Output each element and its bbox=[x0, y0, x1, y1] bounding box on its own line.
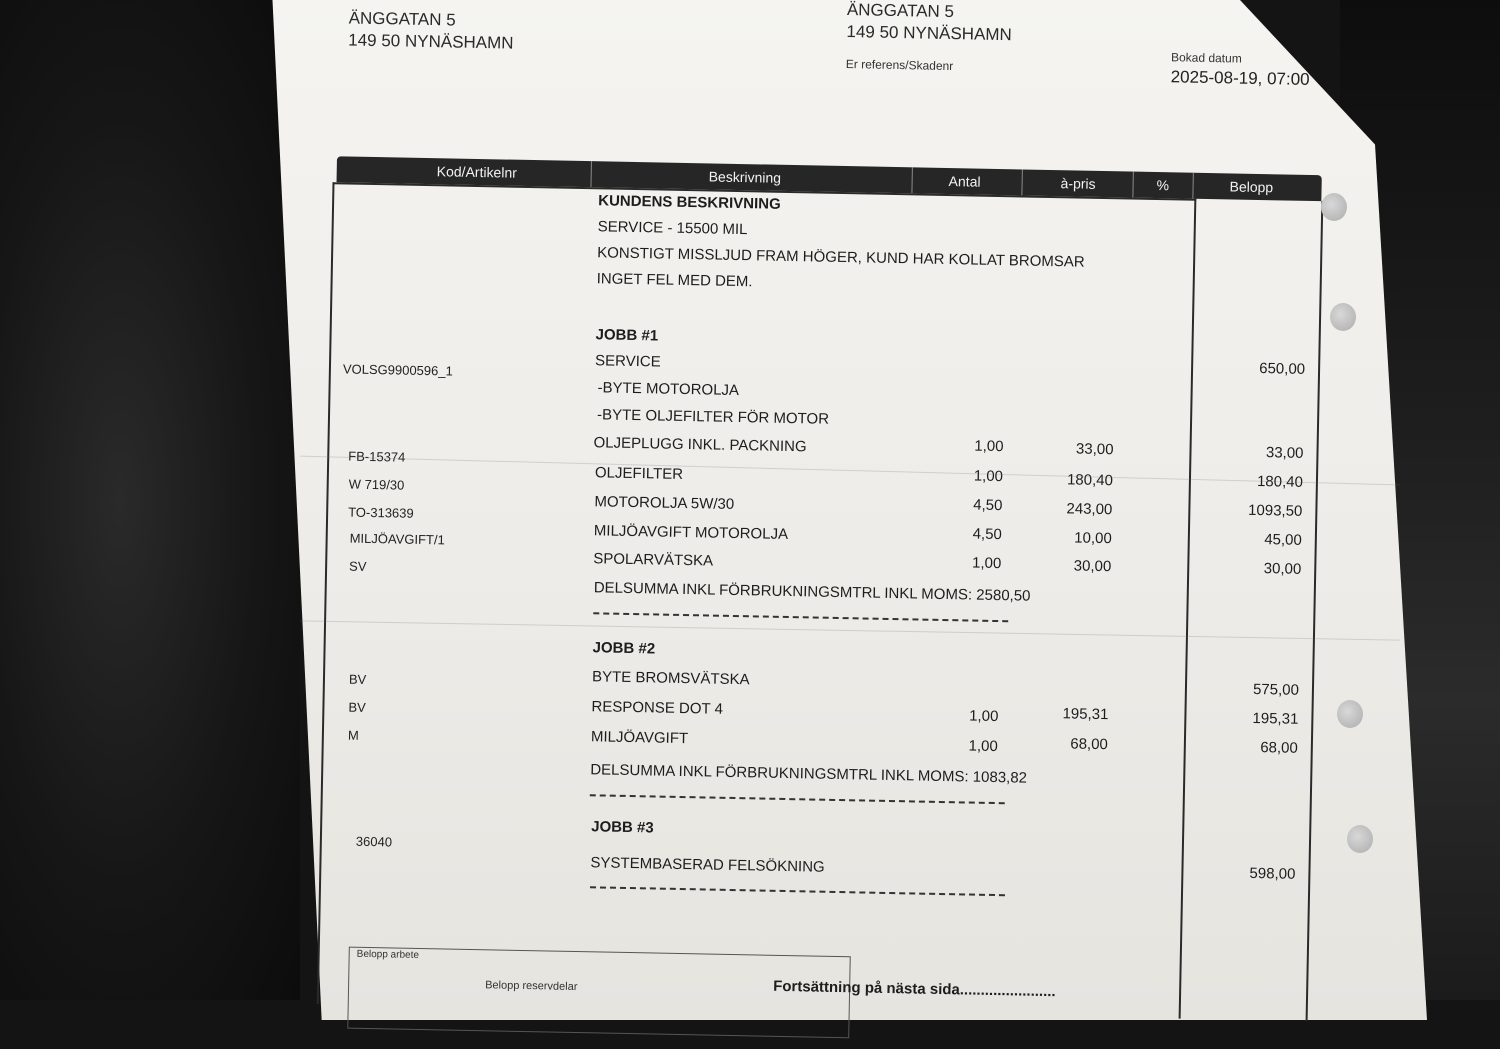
booked-date-label: Bokad datum bbox=[1170, 50, 1242, 66]
customer-address bbox=[846, 0, 1012, 46]
row-description: BYTE BROMSVÄTSKA bbox=[591, 668, 750, 689]
job-subtotal: DELSUMMA INKL FÖRBRUKNINGSMTRL INKL MOMS: 1083,82 bbox=[590, 761, 1028, 787]
customer-description-heading: KUNDENS BESKRIVNING bbox=[598, 192, 781, 213]
row-code: MILJÖAVGIFT/1 bbox=[349, 530, 445, 548]
job-heading: JOBB #3 bbox=[591, 818, 654, 837]
continuation-note: Fortsättning på nästa sida....................... bbox=[772, 977, 1056, 1001]
row-unit-price: 68,00 bbox=[1070, 735, 1109, 754]
row-unit-price: 30,00 bbox=[1073, 557, 1112, 576]
row-description: SERVICE bbox=[594, 352, 661, 371]
column-header-percent: % bbox=[1156, 177, 1170, 194]
amount-column-frame bbox=[1179, 199, 1324, 1021]
row-quantity: 4,50 bbox=[972, 525, 1003, 544]
row-code: FB-15374 bbox=[348, 448, 406, 465]
row-description: OLJEFILTER bbox=[594, 464, 684, 483]
column-header-unit-price: à-pris bbox=[1060, 175, 1096, 192]
address-line: ÄNGGATAN 5 bbox=[846, 0, 955, 22]
row-amount: 68,00 bbox=[1260, 739, 1298, 757]
row-description: -BYTE MOTOROLJA bbox=[597, 379, 740, 400]
column-divider bbox=[1192, 173, 1193, 199]
row-quantity: 1,00 bbox=[971, 554, 1002, 573]
binder-hole bbox=[1321, 193, 1347, 221]
row-description: SPOLARVÄTSKA bbox=[593, 550, 714, 570]
binder-hole bbox=[1347, 825, 1373, 853]
column-divider bbox=[590, 161, 591, 187]
row-quantity: 1,00 bbox=[968, 737, 998, 756]
row-amount: 30,00 bbox=[1263, 560, 1302, 578]
column-divider bbox=[911, 167, 912, 193]
row-unit-price: 10,00 bbox=[1074, 529, 1112, 548]
row-code: TO-313639 bbox=[348, 504, 414, 521]
row-unit-price: 195,31 bbox=[1062, 705, 1109, 724]
job-heading: JOBB #2 bbox=[592, 639, 656, 658]
column-header-code: Kod/Artikelnr bbox=[436, 163, 518, 181]
column-divider bbox=[1021, 169, 1022, 195]
row-description: -BYTE OLJEFILTER FÖR MOTOR bbox=[596, 406, 830, 428]
binder-hole bbox=[1337, 700, 1363, 728]
row-code: SV bbox=[349, 558, 367, 574]
receipt-content bbox=[253, 0, 1427, 1022]
row-code: M bbox=[347, 727, 359, 743]
row-code: VOLSG9900596_1 bbox=[342, 361, 453, 379]
address-line: 149 50 NYNÄSHAMN bbox=[348, 30, 514, 53]
row-code: 36040 bbox=[355, 833, 393, 850]
customer-description-line: SERVICE - 15500 MIL bbox=[597, 218, 748, 239]
row-unit-price: 33,00 bbox=[1075, 440, 1114, 459]
column-header-description: Beskrivning bbox=[708, 168, 782, 186]
row-quantity: 1,00 bbox=[973, 467, 1004, 486]
row-description: MOTOROLJA 5W/30 bbox=[594, 493, 735, 513]
column-header-amount: Belopp bbox=[1229, 178, 1274, 196]
workshop-address bbox=[348, 7, 514, 54]
row-description: SYSTEMBASERAD FELSÖKNING bbox=[590, 854, 825, 876]
row-amount: 598,00 bbox=[1249, 864, 1296, 883]
table-frame bbox=[317, 182, 1197, 1020]
row-unit-price: 180,40 bbox=[1066, 471, 1114, 490]
row-description: RESPONSE DOT 4 bbox=[591, 698, 724, 718]
parts-amount-label: Belopp reservdelar bbox=[485, 979, 578, 994]
row-quantity: 1,00 bbox=[969, 707, 999, 726]
row-amount: 650,00 bbox=[1259, 360, 1306, 378]
row-amount: 195,31 bbox=[1252, 709, 1299, 728]
row-code: BV bbox=[348, 699, 366, 715]
row-description: OLJEPLUGG INKL. PACKNING bbox=[593, 434, 807, 456]
customer-description-line: KONSTIGT MISSLJUD FRAM HÖGER, KUND HAR KOLLAT BROMSAR bbox=[597, 244, 1085, 271]
row-amount: 1093,50 bbox=[1247, 501, 1303, 520]
row-code: BV bbox=[348, 671, 367, 687]
row-description: MILJÖAVGIFT bbox=[590, 728, 689, 748]
row-description: MILJÖAVGIFT MOTOROLJA bbox=[593, 522, 789, 544]
row-quantity: 1,00 bbox=[974, 437, 1004, 456]
address-line: ÄNGGATAN 5 bbox=[348, 8, 456, 30]
job-heading: JOBB #1 bbox=[595, 326, 659, 345]
row-amount: 575,00 bbox=[1252, 680, 1300, 699]
row-amount: 33,00 bbox=[1265, 444, 1304, 462]
row-quantity: 4,50 bbox=[973, 496, 1003, 515]
reference-label: Er referens/Skadenr bbox=[845, 57, 954, 74]
job-subtotal: DELSUMMA INKL FÖRBRUKNINGSMTRL INKL MOMS: 2580,50 bbox=[593, 579, 1031, 605]
labor-amount-label: Belopp arbete bbox=[356, 948, 420, 961]
column-divider bbox=[1132, 172, 1133, 198]
row-unit-price: 243,00 bbox=[1066, 500, 1113, 519]
column-header-quantity: Antal bbox=[948, 173, 981, 190]
row-code: W 719/30 bbox=[348, 476, 405, 493]
binder-hole bbox=[1330, 303, 1356, 331]
booked-date-value: 2025-08-19, 07:00 bbox=[1170, 67, 1310, 89]
row-amount: 180,40 bbox=[1256, 473, 1304, 491]
address-line: 149 50 NYNÄSHAMN bbox=[846, 22, 1012, 45]
customer-description-line: INGET FEL MED DEM. bbox=[596, 270, 753, 291]
row-amount: 45,00 bbox=[1264, 531, 1302, 549]
